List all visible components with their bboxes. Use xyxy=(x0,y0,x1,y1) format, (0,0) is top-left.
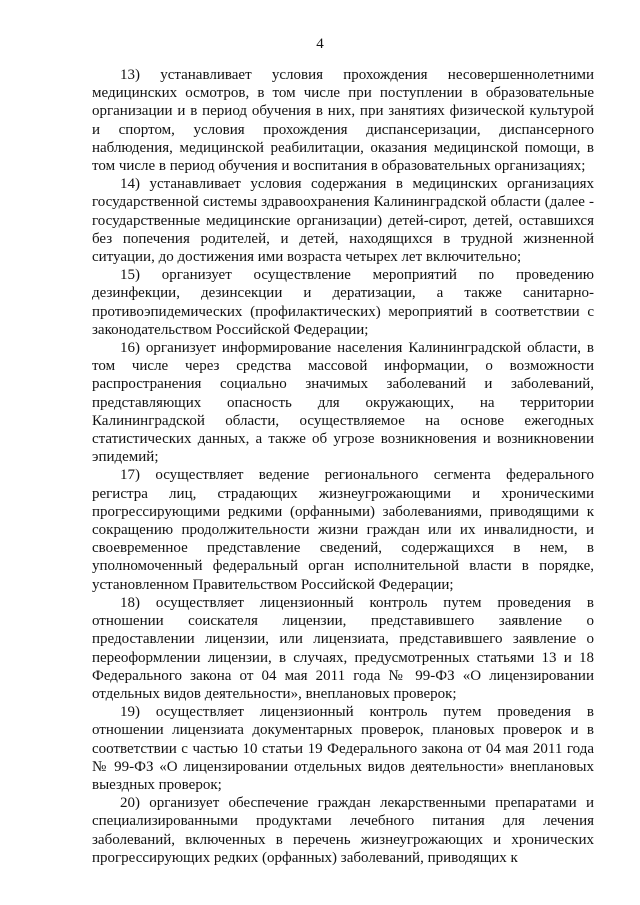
paragraph-16: 16) организует информирование населения Калининградской области, в том числе через средства массовой информации, о возможности распространения социально значимых заболеваний и заболеваний, представляющих опасность для окружающих, на территории Калининградской области, осуществляемое на основе ежегодных статистических данных, а также об угрозе возникновения и возникновении эпидемий; xyxy=(92,340,594,466)
paragraph-17: 17) осуществляет ведение регионального сегмента федерального регистра лиц, страдающих жизнеугрожающими и хроническими прогрессирующими редкими (орфанными) заболеваниями, приводящими к сокращению продолжительности жизни граждан или их инвалидности, и своевременное представление сведений, содержащихся в нем, в уполномоченный федеральный орган исполнительной власти в порядке, установленном Правительством Российской Федерации; xyxy=(92,467,594,593)
paragraph-13: 13) устанавливает условия прохождения несовершеннолетними медицинских осмотров, в том числе при поступлении в образовательные организации и в период обучения в них, при занятиях физической культурой и спортом, условия прохождения диспансеризации, диспансерного наблюдения, медицинской реабилитации, оказания медицинской помощи, в том числе в период обучения и воспитания в образовательных организациях; xyxy=(92,67,594,175)
page-number: 4 xyxy=(316,36,324,52)
paragraph-15: 15) организует осуществление мероприятий по проведению дезинфекции, дезинсекции и дератизации, а также санитарно-противоэпидемических (профилактических) мероприятий в соответствии с законодательством Российской Федерации; xyxy=(92,267,594,338)
paragraph-19: 19) осуществляет лицензионный контроль путем проведения в отношении лицензиата документарных проверок, плановых проверок и в соответствии с частью 10 статьи 19 Федерального закона от 04 мая 2011 года № 99-ФЗ «О лицензировании отдельных видов деятельности» внеплановых выездных проверок; xyxy=(92,704,594,793)
paragraph-20: 20) организует обеспечение граждан лекарственными препаратами и специализированными продуктами лечебного питания для лечения заболеваний, включенных в перечень жизнеугрожающих и хронических прогрессирующих редких (орфанных) заболеваний, приводящих к xyxy=(92,795,594,866)
document-body xyxy=(92,66,594,867)
paragraph-14: 14) устанавливает условия содержания в медицинских организациях государственной системы здравоохранения Калининградской области (далее - государственные медицинские организации) детей-сирот, детей, оставшихся без попечения родителей, и детей, находящихся в трудной жизненной ситуации, до достижения ими возраста четырех лет включительно; xyxy=(92,176,594,266)
paragraph-18: 18) осуществляет лицензионный контроль путем проведения в отношении соискателя лицензии, представившего заявление о предоставлении лицензии, или лицензиата, представившего заявление о переоформлении лицензии, в случаях, предусмотренных статьями 13 и 18 Федерального закона от 04 мая 2011 года № 99-ФЗ «О лицензировании отдельных видов деятельности», внеплановых проверок; xyxy=(92,594,594,702)
